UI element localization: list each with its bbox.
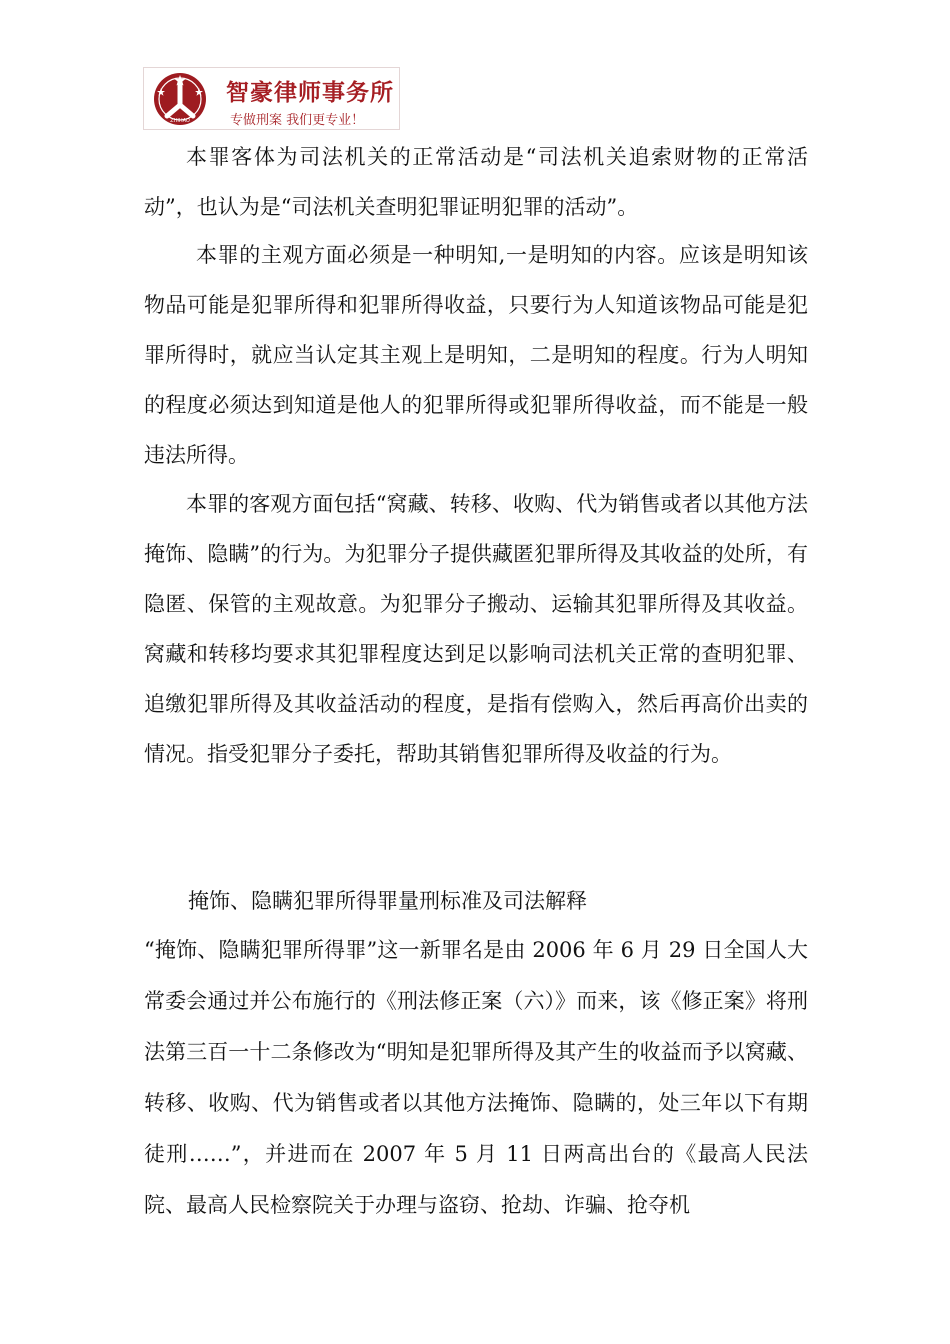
paragraph-legislative-history: “掩饰、隐瞒犯罪所得罪”这一新罪名是由 2006 年 6 月 29 日全国人大常委会通过并公布施行的《刑法修正案（六）》而来，该《修正案》将刑法第三百一十二条修改为“明知是犯罪所得及其产生的收益而予以窝藏、转移、收购、代为销售或者以其他方法掩饰、隐瞒的，处三年以下有期徒刑……”，并进而在 2007 年 5 月 11 日两高出台的《最高人民法院、最高人民检察院关于办理与盗窃、抢劫、诈骗、抢夺机	[144, 938, 808, 1217]
paragraph-subjective-aspect: 本罪的主观方面必须是一种明知,一是明知的内容。应该是明知该物品可能是犯罪所得和犯罪所得收益，只要行为人知道该物品可能是犯罪所得时，就应当认定其主观上是明知，二是明知的程度。行为人明知的程度必须达到知道是他人的犯罪所得或犯罪所得收益，而不能是一般违法所得。	[144, 243, 808, 467]
scales-emblem-icon	[147, 71, 217, 127]
law-firm-name: 智豪律师事务所	[226, 80, 394, 106]
paragraph-object-of-crime: 本罪客体为司法机关的正常活动是“司法机关追索财物的正常活动”，也认为是“司法机关查明犯罪证明犯罪的活动”。	[144, 145, 808, 219]
law-firm-slogan: 专做刑案 我们更专业！	[230, 113, 365, 128]
badge-text: ZHIHAO	[170, 118, 190, 124]
law-firm-logo	[143, 67, 400, 130]
paragraph-objective-aspect: 本罪的客观方面包括“窝藏、转移、收购、代为销售或者以其他方法掩饰、隐瞒”的行为。为犯罪分子提供藏匿犯罪所得及其收益的处所，有隐匿、保管的主观故意。为犯罪分子搬动、运输其犯罪所得及其收益。窝藏和转移均要求其犯罪程度达到足以影响司法机关正常的查明犯罪、追缴犯罪所得及其收益活动的程度，是指有偿购入，然后再高价出卖的情况。指受犯罪分子委托，帮助其销售犯罪所得及收益的行为。	[144, 492, 808, 766]
section-heading: 掩饰、隐瞒犯罪所得罪量刑标准及司法解释	[188, 889, 587, 913]
